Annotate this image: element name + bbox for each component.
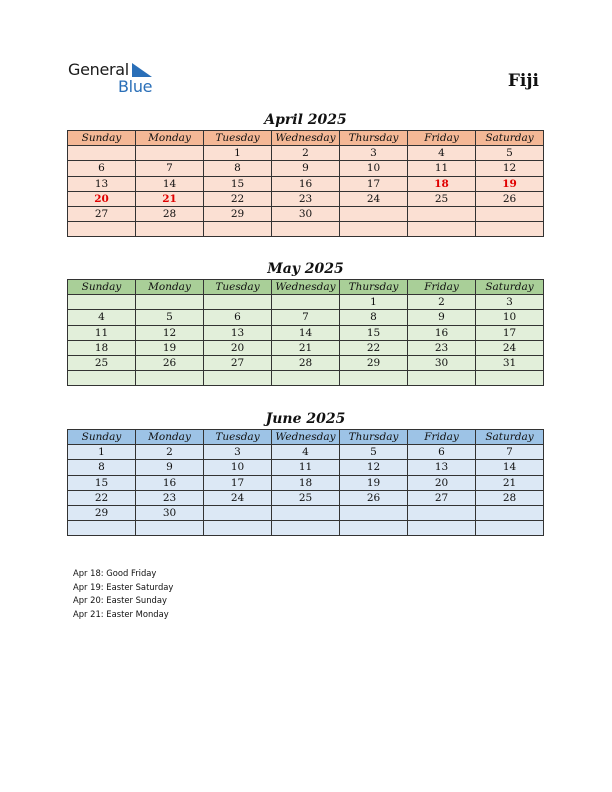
empty-day-cell <box>68 222 136 237</box>
country-title: Fiji <box>507 71 539 91</box>
day-cell: 2 <box>272 146 340 161</box>
day-cell: 18 <box>408 176 476 191</box>
day-cell: 5 <box>476 146 544 161</box>
week-row <box>68 460 544 475</box>
day-cell: 23 <box>272 191 340 206</box>
day-cell: 22 <box>340 340 408 355</box>
month-title: June 2025 <box>265 411 346 427</box>
weekday-header-row <box>68 131 544 146</box>
empty-day-cell <box>136 146 204 161</box>
day-cell: 11 <box>272 460 340 475</box>
day-cell: 28 <box>272 355 340 370</box>
calendar-table <box>67 279 544 386</box>
week-row <box>68 445 544 460</box>
day-cell: 15 <box>204 176 272 191</box>
day-cell: 22 <box>68 490 136 505</box>
empty-day-cell <box>68 295 136 310</box>
day-cell: 5 <box>136 310 204 325</box>
day-cell: 20 <box>68 191 136 206</box>
day-cell: 28 <box>136 206 204 221</box>
week-row <box>68 295 544 310</box>
week-row <box>68 176 544 191</box>
day-cell: 30 <box>136 505 204 520</box>
month-block-june <box>67 411 544 536</box>
calendar-table <box>67 130 544 237</box>
day-cell: 7 <box>476 445 544 460</box>
empty-day-cell <box>272 222 340 237</box>
day-cell: 25 <box>272 490 340 505</box>
empty-day-cell <box>272 505 340 520</box>
day-cell: 7 <box>136 161 204 176</box>
empty-day-cell <box>408 371 476 386</box>
week-row <box>68 521 544 536</box>
day-cell: 30 <box>272 206 340 221</box>
day-cell: 18 <box>68 340 136 355</box>
day-cell: 9 <box>136 460 204 475</box>
day-cell: 15 <box>68 475 136 490</box>
empty-day-cell <box>204 371 272 386</box>
day-cell: 11 <box>408 161 476 176</box>
calendar-table <box>67 429 544 536</box>
weekday-header: Sunday <box>68 280 136 295</box>
day-cell: 12 <box>136 325 204 340</box>
day-cell: 8 <box>204 161 272 176</box>
day-cell: 18 <box>272 475 340 490</box>
day-cell: 23 <box>408 340 476 355</box>
day-cell: 8 <box>340 310 408 325</box>
week-row <box>68 490 544 505</box>
weekday-header: Monday <box>136 280 204 295</box>
day-cell: 10 <box>340 161 408 176</box>
holiday-item: Apr 21: Easter Monday <box>73 608 169 619</box>
logo-text-blue: Blue <box>118 77 153 96</box>
day-cell: 24 <box>476 340 544 355</box>
day-cell: 6 <box>408 445 476 460</box>
empty-day-cell <box>340 222 408 237</box>
week-row <box>68 191 544 206</box>
day-cell: 1 <box>68 445 136 460</box>
day-cell: 14 <box>136 176 204 191</box>
logo-text-general: General <box>68 60 129 79</box>
weekday-header: Wednesday <box>272 430 340 445</box>
day-cell: 9 <box>408 310 476 325</box>
empty-day-cell <box>476 222 544 237</box>
day-cell: 26 <box>340 490 408 505</box>
day-cell: 25 <box>68 355 136 370</box>
empty-day-cell <box>136 371 204 386</box>
month-title: May 2025 <box>267 261 344 277</box>
day-cell: 29 <box>68 505 136 520</box>
empty-day-cell <box>272 295 340 310</box>
empty-day-cell <box>204 505 272 520</box>
brand-logo <box>68 60 168 96</box>
holiday-list <box>73 567 173 621</box>
empty-day-cell <box>408 222 476 237</box>
empty-day-cell <box>136 521 204 536</box>
week-row <box>68 206 544 221</box>
week-row <box>68 505 544 520</box>
holiday-item: Apr 20: Easter Sunday <box>73 595 167 606</box>
day-cell: 3 <box>340 146 408 161</box>
day-cell: 16 <box>272 176 340 191</box>
empty-day-cell <box>408 521 476 536</box>
day-cell: 10 <box>476 310 544 325</box>
day-cell: 23 <box>136 490 204 505</box>
empty-day-cell <box>408 505 476 520</box>
empty-day-cell <box>476 371 544 386</box>
day-cell: 14 <box>272 325 340 340</box>
weekday-header: Thursday <box>340 430 408 445</box>
day-cell: 1 <box>340 295 408 310</box>
weekday-header: Thursday <box>340 280 408 295</box>
day-cell: 14 <box>476 460 544 475</box>
weekday-header: Wednesday <box>272 131 340 146</box>
day-cell: 27 <box>68 206 136 221</box>
weekday-header-row <box>68 430 544 445</box>
day-cell: 22 <box>204 191 272 206</box>
weekday-header: Saturday <box>476 131 544 146</box>
day-cell: 19 <box>340 475 408 490</box>
day-cell: 4 <box>408 146 476 161</box>
empty-day-cell <box>408 206 476 221</box>
day-cell: 12 <box>476 161 544 176</box>
day-cell: 13 <box>68 176 136 191</box>
day-cell: 26 <box>476 191 544 206</box>
month-block-april <box>67 112 544 237</box>
day-cell: 26 <box>136 355 204 370</box>
day-cell: 19 <box>136 340 204 355</box>
day-cell: 17 <box>476 325 544 340</box>
day-cell: 7 <box>272 310 340 325</box>
empty-day-cell <box>204 295 272 310</box>
day-cell: 17 <box>340 176 408 191</box>
day-cell: 24 <box>340 191 408 206</box>
week-row <box>68 146 544 161</box>
week-row <box>68 475 544 490</box>
day-cell: 13 <box>408 460 476 475</box>
day-cell: 13 <box>204 325 272 340</box>
empty-day-cell <box>204 521 272 536</box>
day-cell: 21 <box>476 475 544 490</box>
day-cell: 29 <box>204 206 272 221</box>
empty-day-cell <box>476 206 544 221</box>
weekday-header: Saturday <box>476 280 544 295</box>
day-cell: 4 <box>68 310 136 325</box>
empty-day-cell <box>136 295 204 310</box>
day-cell: 20 <box>204 340 272 355</box>
day-cell: 2 <box>408 295 476 310</box>
empty-day-cell <box>340 206 408 221</box>
empty-day-cell <box>272 521 340 536</box>
weekday-header: Monday <box>136 131 204 146</box>
day-cell: 5 <box>340 445 408 460</box>
day-cell: 6 <box>204 310 272 325</box>
empty-day-cell <box>476 505 544 520</box>
day-cell: 10 <box>204 460 272 475</box>
empty-day-cell <box>272 371 340 386</box>
empty-day-cell <box>68 146 136 161</box>
weekday-header: Saturday <box>476 430 544 445</box>
day-cell: 1 <box>204 146 272 161</box>
day-cell: 28 <box>476 490 544 505</box>
weekday-header: Monday <box>136 430 204 445</box>
week-row <box>68 355 544 370</box>
blue-triangle-icon <box>132 63 154 77</box>
week-row <box>68 161 544 176</box>
weekday-header: Tuesday <box>204 280 272 295</box>
day-cell: 27 <box>408 490 476 505</box>
day-cell: 30 <box>408 355 476 370</box>
empty-day-cell <box>476 521 544 536</box>
day-cell: 16 <box>408 325 476 340</box>
week-row <box>68 222 544 237</box>
day-cell: 27 <box>204 355 272 370</box>
weekday-header-row <box>68 280 544 295</box>
day-cell: 6 <box>68 161 136 176</box>
empty-day-cell <box>340 521 408 536</box>
day-cell: 11 <box>68 325 136 340</box>
empty-day-cell <box>68 521 136 536</box>
day-cell: 15 <box>340 325 408 340</box>
day-cell: 9 <box>272 161 340 176</box>
weekday-header: Sunday <box>68 131 136 146</box>
day-cell: 8 <box>68 460 136 475</box>
day-cell: 3 <box>476 295 544 310</box>
weekday-header: Friday <box>408 280 476 295</box>
empty-day-cell <box>136 222 204 237</box>
week-row <box>68 310 544 325</box>
empty-day-cell <box>340 371 408 386</box>
month-block-may <box>67 261 544 386</box>
day-cell: 29 <box>340 355 408 370</box>
day-cell: 12 <box>340 460 408 475</box>
day-cell: 31 <box>476 355 544 370</box>
empty-day-cell <box>68 371 136 386</box>
day-cell: 4 <box>272 445 340 460</box>
holiday-item: Apr 19: Easter Saturday <box>73 581 174 592</box>
day-cell: 21 <box>136 191 204 206</box>
month-title: April 2025 <box>264 112 347 128</box>
day-cell: 21 <box>272 340 340 355</box>
weekday-header: Sunday <box>68 430 136 445</box>
day-cell: 19 <box>476 176 544 191</box>
weekday-header: Tuesday <box>204 131 272 146</box>
day-cell: 2 <box>136 445 204 460</box>
weekday-header: Thursday <box>340 131 408 146</box>
week-row <box>68 340 544 355</box>
holiday-item: Apr 18: Good Friday <box>73 568 157 578</box>
day-cell: 17 <box>204 475 272 490</box>
weekday-header: Wednesday <box>272 280 340 295</box>
day-cell: 20 <box>408 475 476 490</box>
day-cell: 24 <box>204 490 272 505</box>
empty-day-cell <box>204 222 272 237</box>
day-cell: 16 <box>136 475 204 490</box>
week-row <box>68 371 544 386</box>
empty-day-cell <box>340 505 408 520</box>
weekday-header: Tuesday <box>204 430 272 445</box>
week-row <box>68 325 544 340</box>
day-cell: 3 <box>204 445 272 460</box>
weekday-header: Friday <box>408 430 476 445</box>
day-cell: 25 <box>408 191 476 206</box>
weekday-header: Friday <box>408 131 476 146</box>
